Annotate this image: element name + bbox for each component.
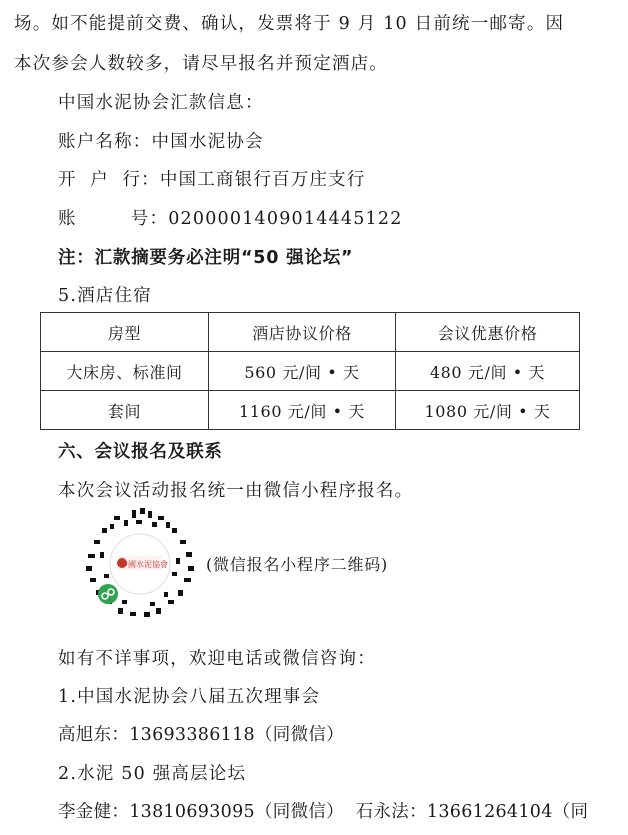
- contact-item-2: 2.水泥 50 强高层论坛: [58, 764, 247, 784]
- table-cell: 1160 元/间 • 天: [209, 391, 396, 430]
- section-6-heading: 六、会议报名及联系: [58, 442, 223, 462]
- bank-name: 开 户 行：中国工商银行百万庄支行: [58, 170, 366, 190]
- table-cell: 560 元/间 • 天: [209, 352, 396, 391]
- remit-note: 注：汇款摘要务必注明“50 强论坛”: [58, 248, 354, 268]
- contact-persons-2: 李金健：13810693095（同微信） 石永法：13661264104（同: [58, 802, 589, 822]
- body-text-line: 本次参会人数较多，请尽早报名并预定酒店。: [14, 54, 388, 74]
- table-row: [41, 352, 580, 391]
- qr-logo-text: 中國水泥協會: [120, 560, 168, 569]
- account-name: 账户名称：中国水泥协会: [58, 132, 264, 152]
- contact-intro: 如有不详事项，欢迎电话或微信咨询：: [58, 649, 376, 669]
- table-header-cell: 酒店协议价格: [209, 313, 396, 352]
- table-header-cell: 会议优惠价格: [396, 313, 580, 352]
- table-header-cell: 房型: [41, 313, 209, 352]
- contact-item-1: 1.中国水泥协会八届五次理事会: [58, 687, 321, 707]
- body-text-line: 场。如不能提前交费、确认，发票将于 9 月 10 日前统一邮寄。因: [14, 14, 565, 34]
- table-cell: 套间: [41, 391, 209, 430]
- hotel-heading: 5.酒店住宿: [58, 286, 152, 306]
- table-header-row: [41, 313, 580, 352]
- wechat-mini-program-qr-code: [84, 508, 196, 620]
- account-number: 账 号：0200001409014445122: [58, 209, 403, 229]
- table-cell: 1080 元/间 • 天: [396, 391, 580, 430]
- table-row: [41, 391, 580, 430]
- contact-person-1: 高旭东：13693386118（同微信）: [58, 725, 344, 745]
- hotel-price-table: [40, 312, 580, 430]
- table-cell: 480 元/间 • 天: [396, 352, 580, 391]
- table-cell: 大床房、标准间: [41, 352, 209, 391]
- qr-caption: (微信报名小程序二维码): [206, 555, 389, 574]
- remit-heading: 中国水泥协会汇款信息：: [58, 93, 264, 113]
- registration-desc: 本次会议活动报名统一由微信小程序报名。: [58, 481, 414, 501]
